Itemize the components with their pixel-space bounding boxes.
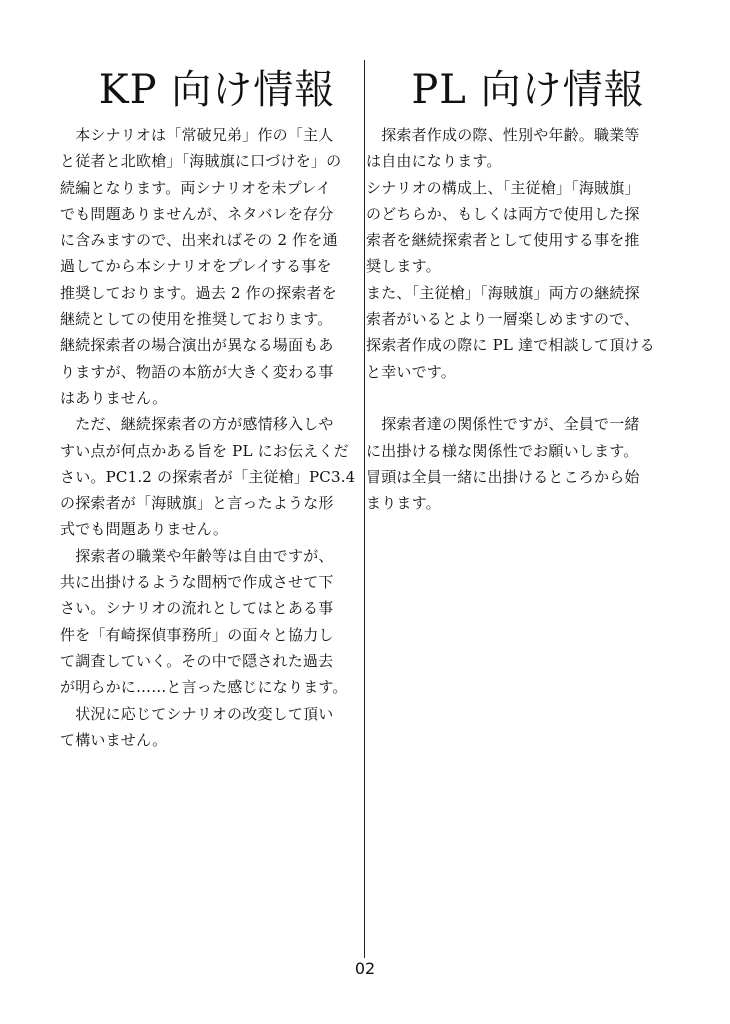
body-line: 奨します。: [366, 257, 441, 276]
body-line: りますが、物語の本筋が大きく変わる事: [60, 362, 334, 381]
body-line: は自由になります。: [366, 152, 502, 171]
body-line: 件を「有崎探偵事務所」の面々と協力し: [60, 625, 334, 644]
body-line: と幸いです。: [366, 362, 457, 381]
body-line: 本シナリオは「常破兄弟」作の「主人: [60, 126, 334, 144]
pl-info-title: PL 向け情報: [411, 67, 645, 113]
body-line: 探索者の職業や年齢等は自由ですが、: [60, 546, 334, 565]
body-line: また、「主従槍」「海賊旗」両方の継続探: [366, 283, 640, 302]
body-line: が明らかに……と言った感じになります。: [60, 678, 348, 697]
body-line: 継続探索者の場合演出が異なる場面もあ: [60, 336, 334, 355]
body-line: でも問題ありませんが、ネタバレを存分: [60, 204, 334, 223]
body-line: シナリオの構成上、「主従槍」「海賊旗」: [366, 178, 640, 197]
body-line: さい。シナリオの流れとしてはとある事: [60, 599, 334, 618]
body-line: 共に出掛けるような間柄で作成させて下: [60, 573, 334, 592]
kp-info-body: [60, 122, 356, 753]
body-line: 推奨しております。過去 2 作の探索者を: [60, 283, 337, 302]
body-line: に出掛ける様な関係性でお願いします。: [366, 441, 639, 460]
body-line: 索者がいるとより一層楽しめますので、: [366, 310, 640, 329]
body-line: 冒頭は全員一緒に出掛けるところから始: [366, 467, 640, 486]
body-line: 探索者達の関係性ですが、全員で一緒: [366, 415, 640, 434]
body-line: の探索者が「海賊旗」と言ったような形: [60, 494, 334, 513]
body-line: 式でも問題ありません。: [60, 520, 229, 539]
body-line: に含みますので、出来ればその 2 作を通: [60, 231, 338, 250]
body-line: 過してから本シナリオをプレイする事を: [60, 257, 332, 276]
pl-info-column: [366, 64, 662, 516]
body-line: ただ、継続探索者の方が感情移入しや: [60, 415, 334, 434]
blank-line: [366, 385, 662, 411]
body-line: 継続としての使用を推奨しております。: [60, 310, 333, 329]
body-line: はありません。: [60, 388, 168, 407]
body-line: すい点が何点かある旨を PL にお伝えくだ: [60, 441, 349, 460]
body-line: 索者を継続探索者として使用する事を推: [366, 231, 640, 250]
kp-info-column: [60, 64, 356, 753]
body-line: 探索者作成の際に PL 達で相談して頂ける: [366, 336, 655, 355]
body-line: 状況に応じてシナリオの改変して頂い: [60, 704, 334, 723]
kp-info-title: KP 向け情報: [98, 67, 336, 113]
body-line: て構いません。: [60, 730, 168, 749]
body-line: て調査していく。その中で隠された過去: [60, 651, 334, 670]
body-line: 探索者作成の際、性別や年齢。職業等: [366, 126, 640, 144]
pl-info-body: [366, 122, 662, 516]
body-line: さい。PC1.2 の探索者が「主従槍」PC3.4: [60, 467, 356, 486]
body-line: 続編となります。両シナリオを未プレイ: [60, 178, 331, 197]
body-line: と従者と北欧槍」「海賊旗に口づけを」の: [60, 152, 342, 171]
body-line: のどちらか、もしくは両方で使用した探: [366, 204, 640, 223]
body-line: まります。: [366, 494, 441, 513]
page-number: 02: [354, 959, 376, 978]
column-divider: [364, 60, 365, 958]
